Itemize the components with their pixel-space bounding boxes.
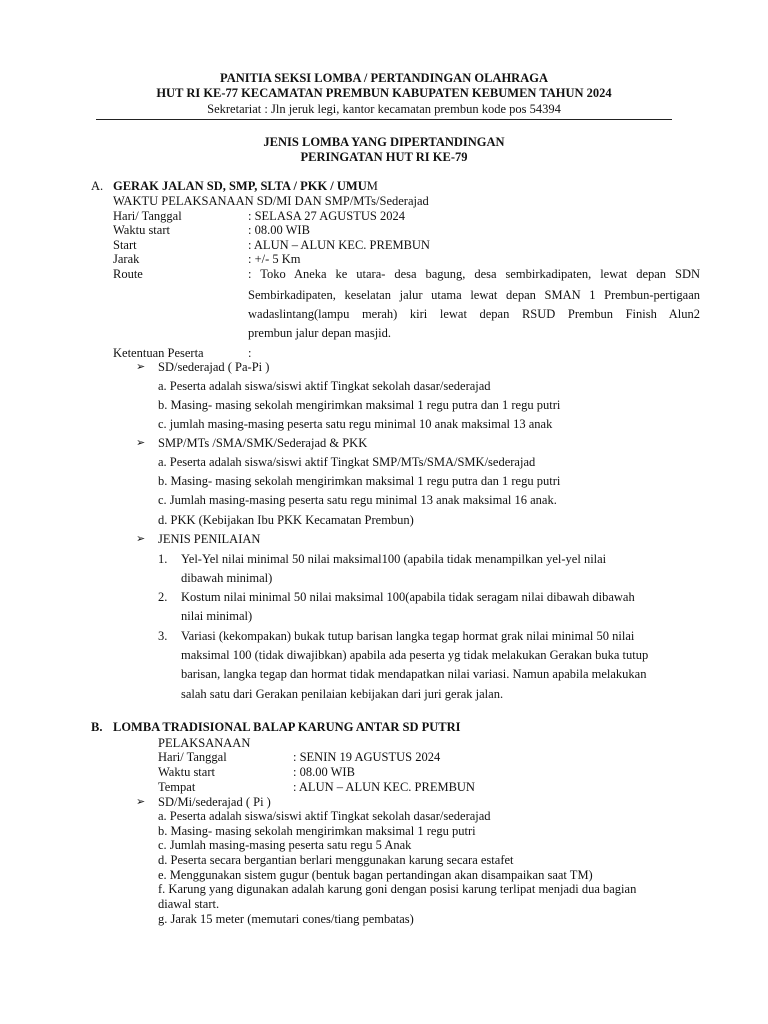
info-value-distance: : +/- 5 Km — [248, 252, 301, 266]
section-a-subheading: WAKTU PELAKSANAAN SD/MI DAN SMP/MTs/Sederajad — [113, 194, 429, 208]
header-event-name: HUT RI KE-77 KECAMATAN PREMBUN KABUPATEN KEBUMEN TAHUN 2024 — [156, 86, 612, 100]
info-label-start: Start — [113, 238, 137, 252]
section-b-subheading: PELAKSANAAN — [158, 736, 251, 750]
info-label-start-time: Waktu start — [113, 223, 170, 237]
info-label-route: Route — [113, 267, 143, 281]
group-smp-item-d: d. PKK (Kebijakan Ibu PKK Kecamatan Prembun) — [158, 513, 414, 527]
penilaian-3-num: 3. — [158, 629, 168, 643]
group-smp-item-a: a. Peserta adalah siswa/siswi aktif Tingkat SMP/MTs/SMA/SMK/sederajad — [158, 455, 536, 469]
group-sd-item-b: b. Masing- masing sekolah mengirimkan maksimal 1 regu putra dan 1 regu putri — [158, 398, 561, 412]
doc-title: JENIS LOMBA YANG DIPERTANDINGAN — [263, 135, 505, 149]
section-a-letter: A. — [91, 179, 104, 193]
b-info-value-start-time: : 08.00 WIB — [293, 765, 355, 779]
group-smp-title: SMP/MTs /SMA/SMK/Sederajad & PKK — [158, 436, 368, 450]
header-divider — [96, 119, 672, 120]
route-line-4: prembun jalur depan masjid. — [248, 326, 392, 340]
b-item-g: g. Jarak 15 meter (memutari cones/tiang pembatas) — [158, 912, 414, 926]
section-a-heading — [113, 179, 378, 193]
header-secretariat: Sekretariat : Jln jeruk legi, kantor kecamatan prembun kode pos 54394 — [207, 102, 561, 116]
b-item-f-cont: diawal start. — [158, 897, 220, 911]
section-b-heading: LOMBA TRADISIONAL BALAP KARUNG ANTAR SD PUTRI — [113, 720, 461, 734]
b-info-label-start-time: Waktu start — [158, 765, 215, 779]
penilaian-3-line-4: salah satu dari Gerakan penilaian kebijakan dari juri gerak jalan. — [181, 687, 504, 701]
b-item-b: b. Masing- masing sekolah mengirimkan maksimal 1 regu putri — [158, 824, 476, 838]
info-label-date: Hari/ Tanggal — [113, 209, 182, 223]
penilaian-2-line-1: Kostum nilai minimal 50 nilai maksimal 100(apabila tidak seragam nilai dibawah dibawah — [181, 590, 635, 604]
b-group-title: SD/Mi/sederajad ( Pi ) — [158, 795, 271, 809]
penilaian-3-line-1: Variasi (kekompakan) bukak tutup barisan langka tegap hormat grak nilai minimal 50 nilai — [181, 629, 635, 643]
arrowhead-bullet-icon: ➢ — [136, 532, 146, 545]
b-item-f: f. Karung yang digunakan adalah karung goni dengan posisi karung terlipat menjadi dua bagian — [158, 882, 637, 896]
penilaian-title: JENIS PENILAIAN — [158, 532, 261, 546]
ketentuan-colon: : — [248, 346, 252, 360]
info-value-start-time: : 08.00 WIB — [248, 223, 310, 237]
group-sd-item-c: c. jumlah masing-masing peserta satu regu minimal 10 anak maksimal 13 anak — [158, 417, 553, 431]
penilaian-2-num: 2. — [158, 590, 168, 604]
info-value-date: : SELASA 27 AGUSTUS 2024 — [248, 209, 405, 223]
section-a-heading-bold: GERAK JALAN SD, SMP, SLTA / PKK / UMU — [113, 179, 367, 193]
group-sd-title: SD/sederajad ( Pa-Pi ) — [158, 360, 270, 374]
penilaian-3-line-3: barisan, langka tegap dan hormat tidak mendapatkan nilai variasi. Namun apabila melakukan — [181, 667, 647, 681]
b-info-label-place: Tempat — [158, 780, 196, 794]
penilaian-3-line-2: maksimal 100 (tidak diwajibkan) apabila ada peserta yg tidak melakukan Gerakan buka tutup — [181, 648, 649, 662]
b-item-c: c. Jumlah masing-masing peserta satu regu 5 Anak — [158, 838, 412, 852]
ketentuan-label: Ketentuan Peserta — [113, 346, 204, 360]
group-smp-item-b: b. Masing- masing sekolah mengirimkan maksimal 1 regu putra dan 1 regu putri — [158, 474, 561, 488]
section-a-heading-tail: M — [366, 179, 378, 193]
b-item-e: e. Menggunakan sistem gugur (bentuk bagan pertandingan akan disampaikan saat TM) — [158, 868, 593, 882]
route-line-3: wadaslintang(lampu merah) kiri lewat depan RSUD Prembun Finish Alun2 — [248, 307, 700, 321]
header-committee-name: PANITIA SEKSI LOMBA / PERTANDINGAN OLAHRAGA — [220, 71, 548, 85]
arrowhead-bullet-icon: ➢ — [136, 360, 146, 373]
section-b-letter: B. — [91, 720, 103, 734]
b-info-value-date: : SENIN 19 AGUSTUS 2024 — [293, 750, 441, 764]
penilaian-2-line-2: nilai minimal) — [181, 609, 253, 623]
group-sd-item-a: a. Peserta adalah siswa/siswi aktif Tingkat sekolah dasar/sederajad — [158, 379, 491, 393]
b-info-value-place: : ALUN – ALUN KEC. PREMBUN — [293, 780, 475, 794]
arrowhead-bullet-icon: ➢ — [136, 436, 146, 449]
info-value-route: : Toko Aneka ke utara- desa bagung, desa sembirkadipaten, lewat depan SDN — [248, 267, 700, 281]
arrowhead-bullet-icon: ➢ — [136, 795, 146, 808]
b-item-a: a. Peserta adalah siswa/siswi aktif Tingkat sekolah dasar/sederajad — [158, 809, 491, 823]
info-label-distance: Jarak — [113, 252, 140, 266]
b-info-label-date: Hari/ Tanggal — [158, 750, 227, 764]
group-smp-item-c: c. Jumlah masing-masing peserta satu regu minimal 13 anak maksimal 16 anak. — [158, 493, 557, 507]
penilaian-1-num: 1. — [158, 552, 168, 566]
penilaian-1-line-2: dibawah minimal) — [181, 571, 273, 585]
penilaian-1-line-1: Yel-Yel nilai minimal 50 nilai maksimal100 (apabila tidak menampilkan yel-yel nilai — [181, 552, 607, 566]
route-line-2: Sembirkadipaten, keselatan jalur utama lewat depan SMAN 1 Prembun-pertigaan — [248, 288, 700, 302]
info-value-start: : ALUN – ALUN KEC. PREMBUN — [248, 238, 430, 252]
doc-subtitle: PERINGATAN HUT RI KE-79 — [300, 150, 468, 164]
b-item-d: d. Peserta secara bergantian berlari menggunakan karung secara estafet — [158, 853, 514, 867]
